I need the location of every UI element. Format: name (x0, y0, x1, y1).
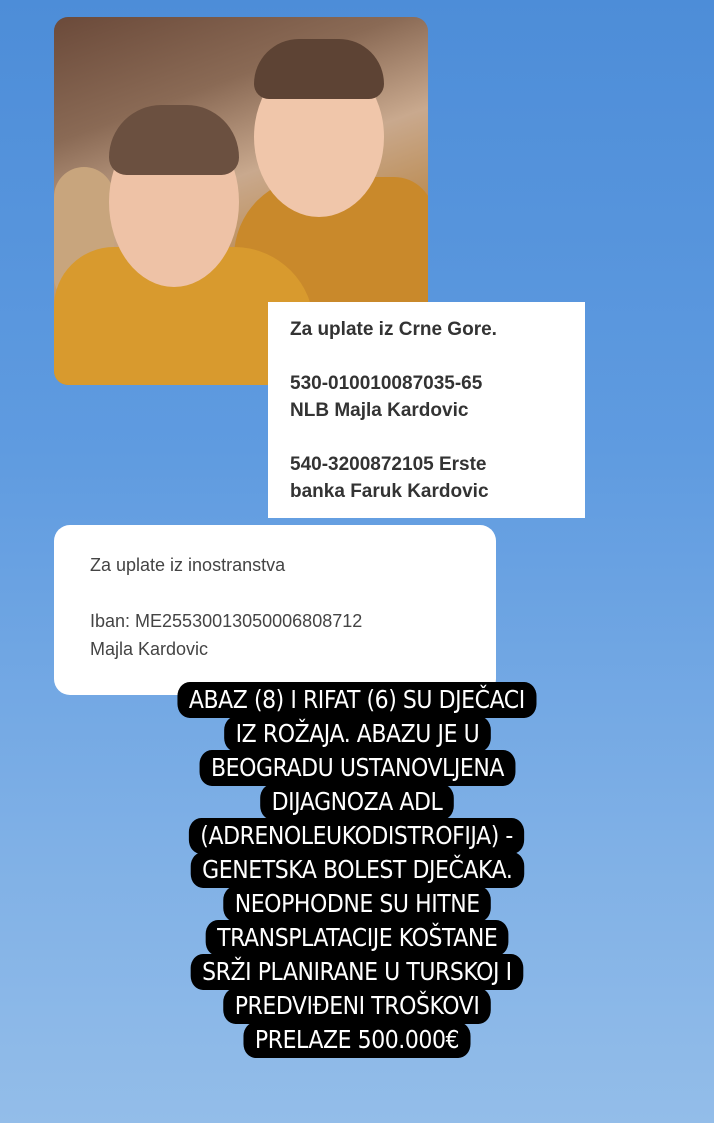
caption-line: PRELAZE 500.000€ (243, 1022, 470, 1058)
account-holder: Majla Kardovic (90, 639, 209, 659)
caption-line: TRANSPLATACIJE KOŠTANE (205, 920, 508, 956)
account-holder: NLB Majla Kardovic (290, 400, 469, 421)
caption-line: (ADRENOLEUKODISTROFIJA) - (189, 818, 524, 854)
caption-line: BEOGRADU USTANOVLJENA (199, 750, 515, 786)
card-title: Za uplate iz Crne Gore. (290, 319, 497, 340)
caption-line: DIJAGNOZA ADL (260, 784, 454, 820)
caption-line: ABAZ (8) I RIFAT (6) SU DJEČACI (178, 682, 537, 718)
caption-line: NEOPHODNE SU HITNE (223, 886, 491, 922)
caption-line: GENETSKA BOLEST DJEČAKA. (190, 852, 523, 888)
local-payment-card (268, 302, 585, 518)
account-number: 540-3200872105 Erste (290, 454, 487, 475)
photo-hair (109, 105, 239, 175)
foreign-payment-card (54, 525, 496, 695)
account-number: 530-010010087035-65 (290, 373, 483, 394)
photo-hair (254, 39, 384, 99)
card-title: Za uplate iz inostranstva (90, 555, 286, 575)
account-holder: banka Faruk Kardovic (290, 481, 489, 502)
iban: Iban: ME25530013050006808712 (90, 611, 363, 631)
caption-line: SRŽI PLANIRANE U TURSKOJ I (191, 954, 523, 990)
story-caption (0, 683, 714, 1057)
caption-line: PREDVIĐENI TROŠKOVI (223, 988, 491, 1024)
caption-line: IZ ROŽAJA. ABAZU JE U (224, 716, 491, 752)
